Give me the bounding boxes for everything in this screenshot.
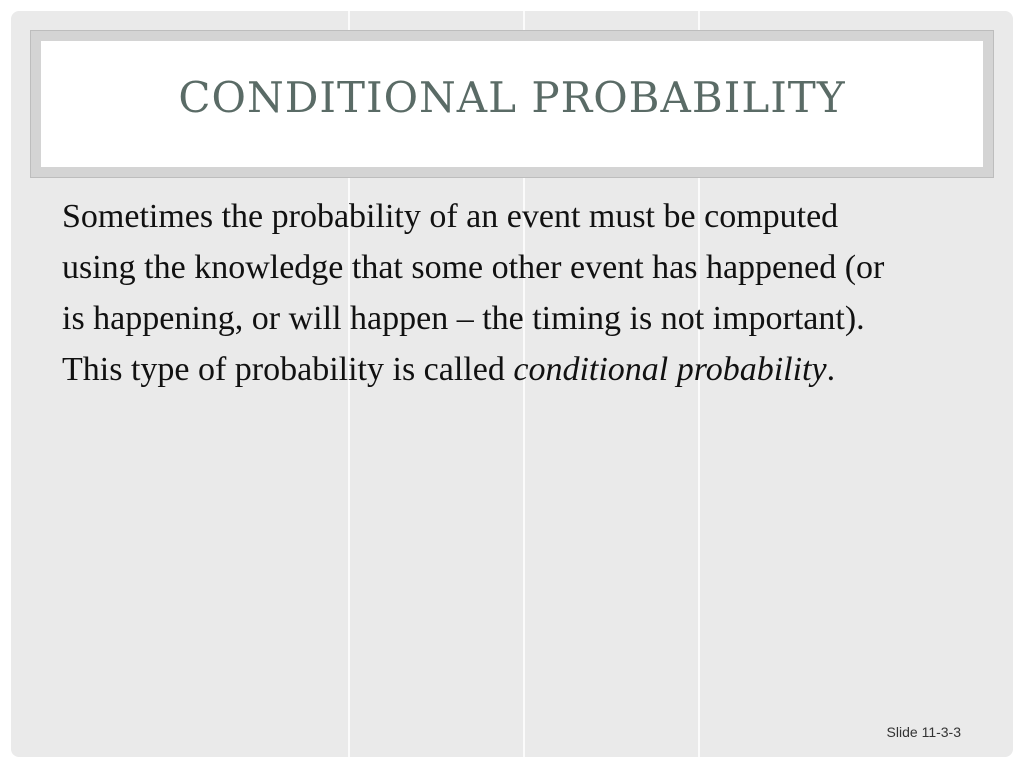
- emphasized-term: conditional probability: [513, 351, 827, 388]
- title-frame: [30, 30, 994, 178]
- title-panel: [41, 41, 983, 167]
- body-paragraph: [62, 191, 902, 395]
- body-text: Sometimes the probability of an event must be computed using the knowledge that some other event has happened (or is happening, or will happen – the timing is not important). This type of probability is called: [62, 198, 885, 388]
- slide: [11, 11, 1013, 757]
- slide-number: Slide 11-3-3: [886, 724, 961, 740]
- slide-title: CONDITIONAL PROBABILITY: [178, 73, 846, 122]
- body-text-end: .: [826, 351, 836, 388]
